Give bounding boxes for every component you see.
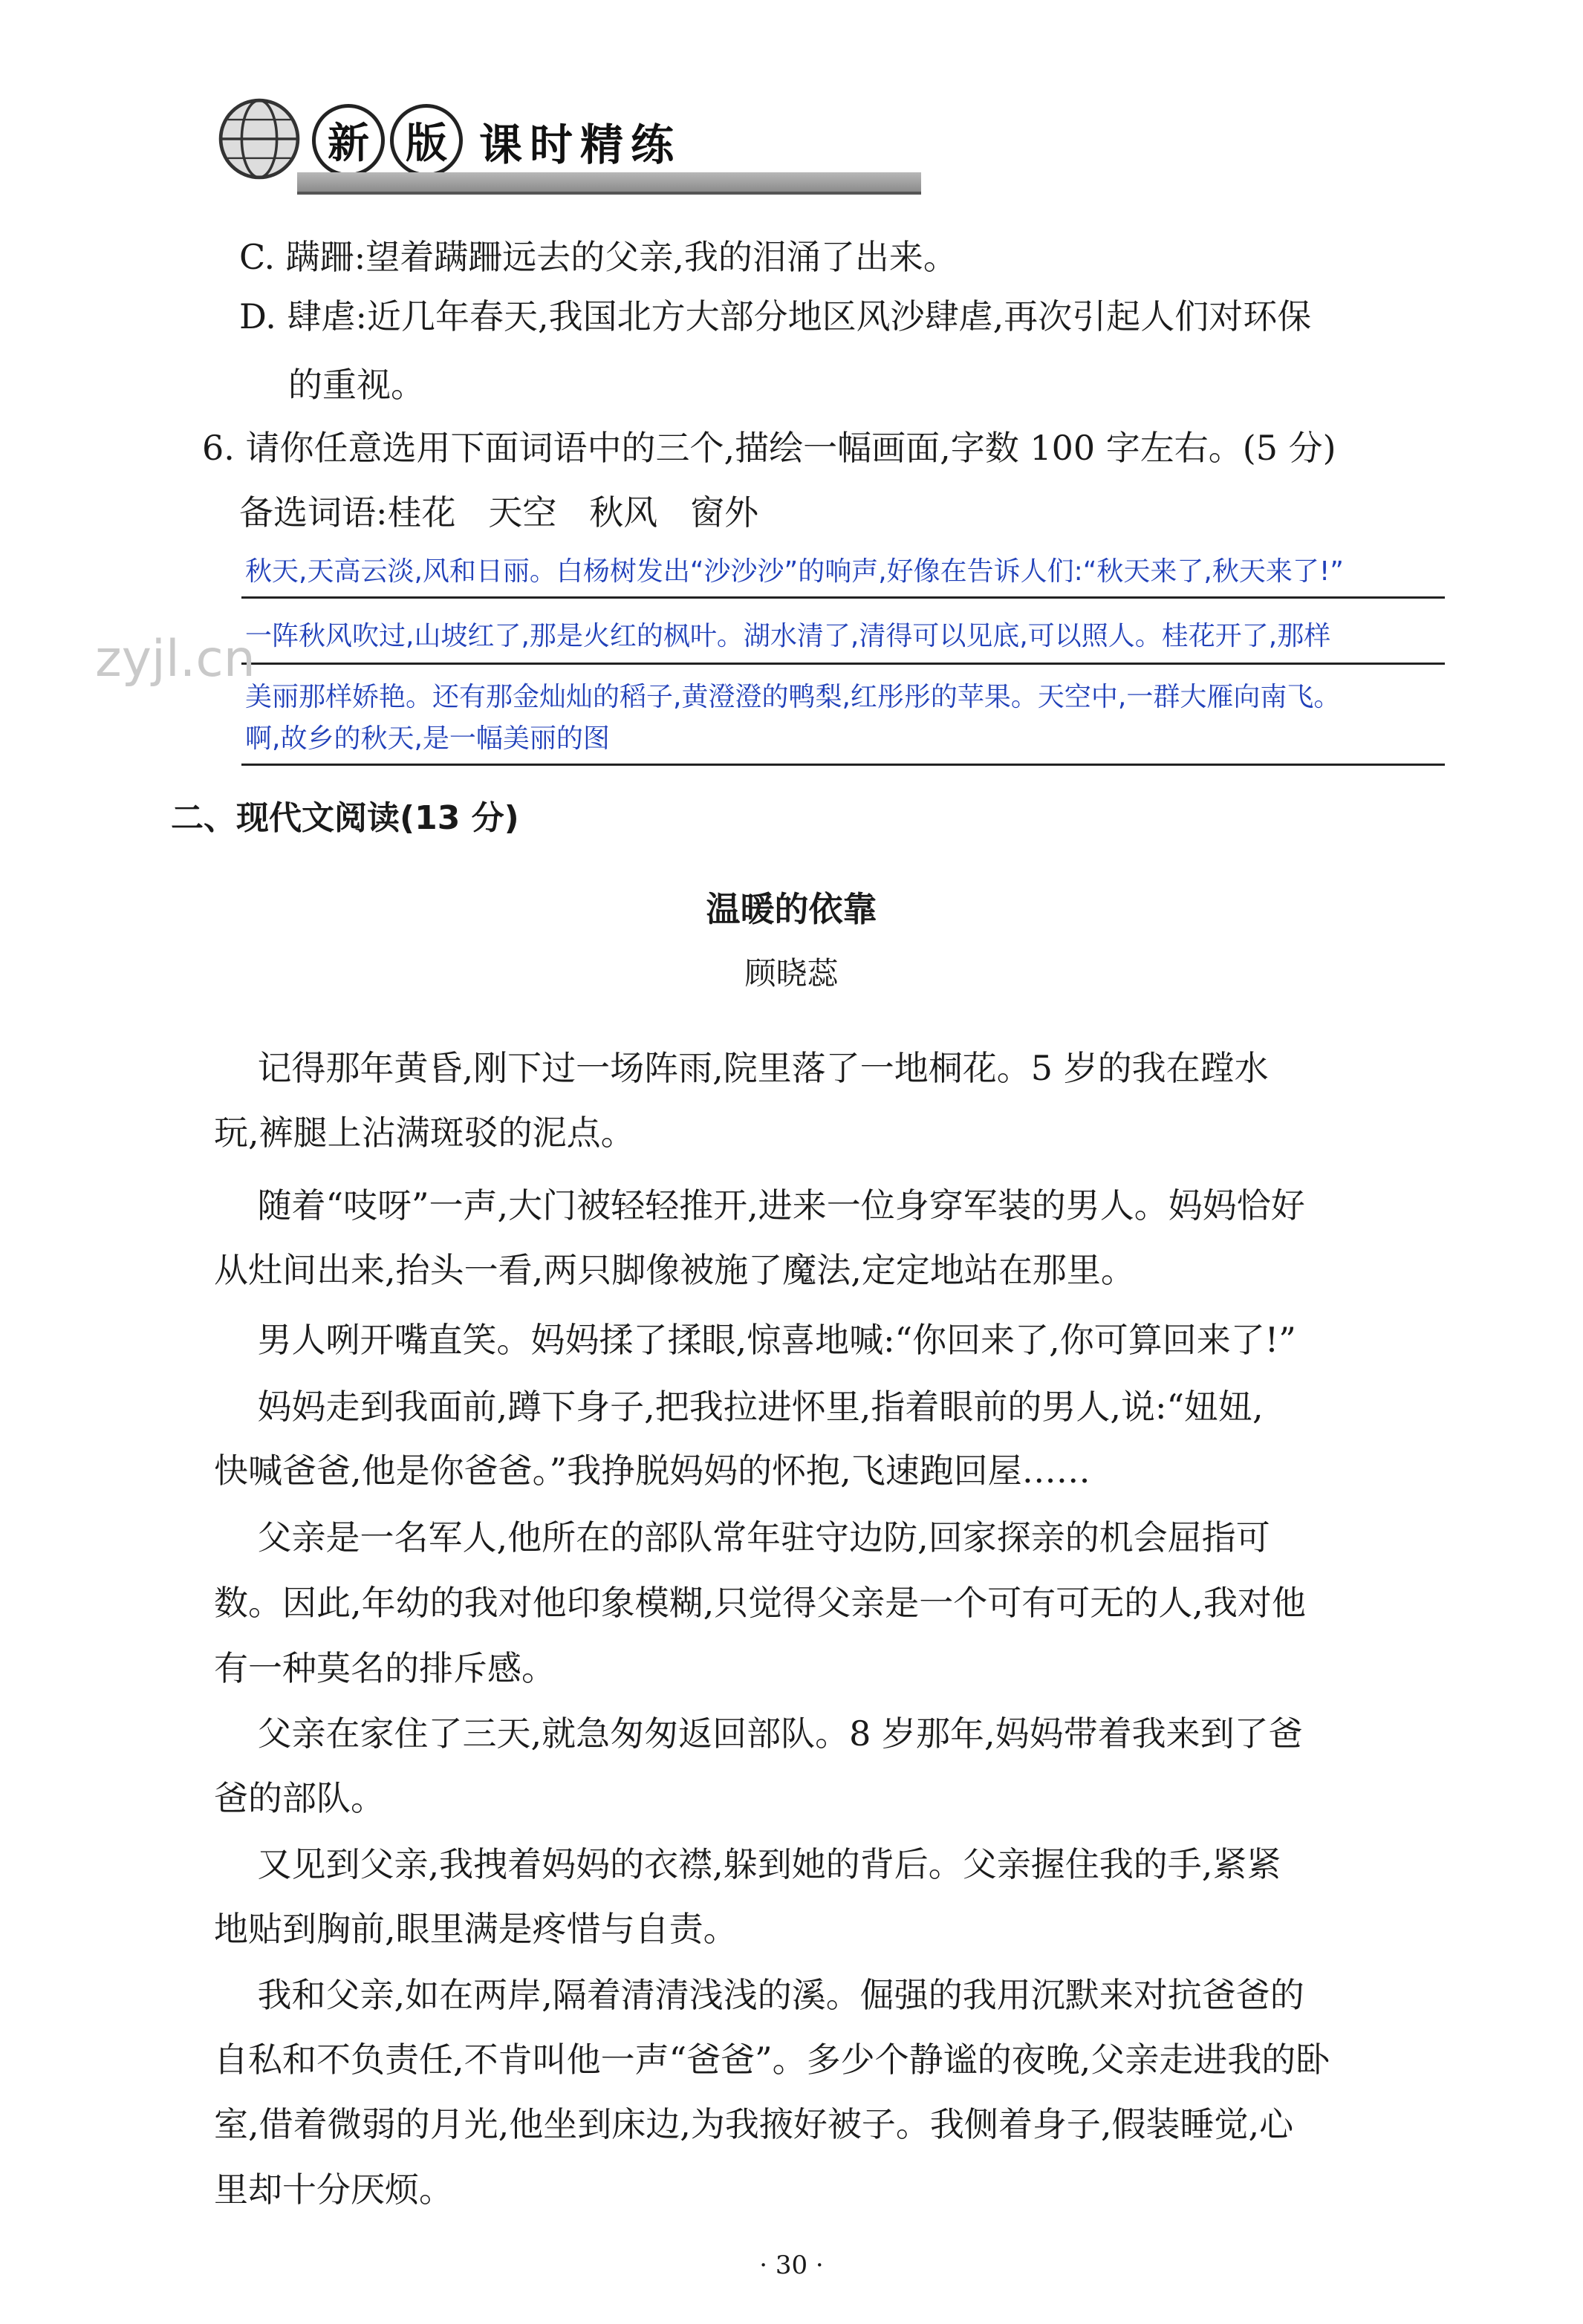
watermark: zyjl.cn bbox=[95, 630, 256, 689]
header-title: 课时精练 bbox=[479, 120, 682, 170]
article-line: 数。因此,年幼的我对他印象模糊,只觉得父亲是一个可有可无的人,我对他 bbox=[214, 1583, 1306, 1623]
question-6-words: 备选词语:桂花 天空 秋风 窗外 bbox=[239, 492, 759, 533]
option-c: C. 蹒跚:望着蹒跚远去的父亲,我的泪涌了出来。 bbox=[239, 237, 958, 277]
article-line: 快喊爸爸,他是你爸爸。”我挣脱妈妈的怀抱,飞速跑回屋…… bbox=[214, 1451, 1090, 1491]
question-6-prompt: 6. 请你任意选用下面词语中的三个,描绘一幅画面,字数 100 字左右。(5 分) bbox=[202, 428, 1336, 468]
option-d-line2: 的重视。 bbox=[288, 365, 425, 405]
globe-icon bbox=[215, 95, 303, 183]
answer-rule bbox=[241, 764, 1445, 766]
option-d-line1: D. 肆虐:近几年春天,我国北方大部分地区风沙肆虐,再次引起人们对环保 bbox=[239, 296, 1312, 336]
answer-line: 啊,故乡的秋天,是一幅美丽的图 bbox=[245, 723, 610, 754]
page-number: · 30 · bbox=[759, 2250, 824, 2280]
answer-line: 秋天,天高云淡,风和日丽。白杨树发出“沙沙沙”的响声,好像在告诉人们:“秋天来了,秋天来了!” bbox=[245, 556, 1344, 587]
header-badge-edition: 版 bbox=[390, 104, 463, 177]
article-line: 男人咧开嘴直笑。妈妈揉了揉眼,惊喜地喊:“你回来了,你可算回来了!” bbox=[214, 1320, 1296, 1360]
article-line: 随着“吱呀”一声,大门被轻轻推开,进来一位身穿军装的男人。妈妈恰好 bbox=[214, 1185, 1305, 1226]
section-heading: 二、现代文阅读(13 分) bbox=[171, 799, 519, 837]
answer-rule bbox=[241, 663, 1445, 665]
header-bar bbox=[297, 172, 921, 195]
answer-line: 一阵秋风吹过,山坡红了,那是火红的枫叶。湖水清了,清得可以见底,可以照人。桂花开了,那样 bbox=[245, 621, 1331, 651]
article-line: 自私和不负责任,不肯叫他一声“爸爸”。多少个静谧的夜晚,父亲走进我的卧 bbox=[214, 2040, 1330, 2080]
article-line: 我和父亲,如在两岸,隔着清清浅浅的溪。倔强的我用沉默来对抗爸爸的 bbox=[214, 1975, 1304, 2015]
article-line: 妈妈走到我面前,蹲下身子,把我拉进怀里,指着眼前的男人,说:“妞妞, bbox=[214, 1387, 1264, 1427]
article-author: 顾晓蕊 bbox=[744, 955, 839, 992]
article-line: 记得那年黄昏,刚下过一场阵雨,院里落了一地桐花。5 岁的我在蹚水 bbox=[214, 1048, 1269, 1088]
article-line: 又见到父亲,我拽着妈妈的衣襟,躲到她的背后。父亲握住我的手,紧紧 bbox=[214, 1844, 1281, 1884]
article-line: 父亲在家住了三天,就急匆匆返回部队。8 岁那年,妈妈带着我来到了爸 bbox=[214, 1713, 1303, 1754]
article-line: 里却十分厌烦。 bbox=[214, 2170, 453, 2210]
book-header bbox=[201, 82, 721, 193]
article-line: 室,借着微弱的月光,他坐到床边,为我掖好被子。我侧着身子,假装睡觉,心 bbox=[214, 2104, 1294, 2144]
answer-rule bbox=[241, 596, 1445, 599]
article-line: 父亲是一名军人,他所在的部队常年驻守边防,回家探亲的机会屈指可 bbox=[214, 1517, 1270, 1558]
article-line: 玩,裤腿上沾满斑驳的泥点。 bbox=[214, 1113, 635, 1153]
article-line: 从灶间出来,抬头一看,两只脚像被施了魔法,定定地站在那里。 bbox=[214, 1250, 1135, 1290]
article-line: 地贴到胸前,眼里满是疼惜与自责。 bbox=[214, 1909, 738, 1949]
article-title: 温暖的依靠 bbox=[706, 889, 877, 929]
header-badge-new: 新 bbox=[312, 104, 385, 177]
answer-line: 美丽那样娇艳。还有那金灿灿的稻子,黄澄澄的鸭梨,红彤彤的苹果。天空中,一群大雁向南飞。 bbox=[245, 682, 1341, 712]
article-line: 爸的部队。 bbox=[214, 1778, 385, 1818]
article-line: 有一种莫名的排斥感。 bbox=[214, 1648, 556, 1688]
